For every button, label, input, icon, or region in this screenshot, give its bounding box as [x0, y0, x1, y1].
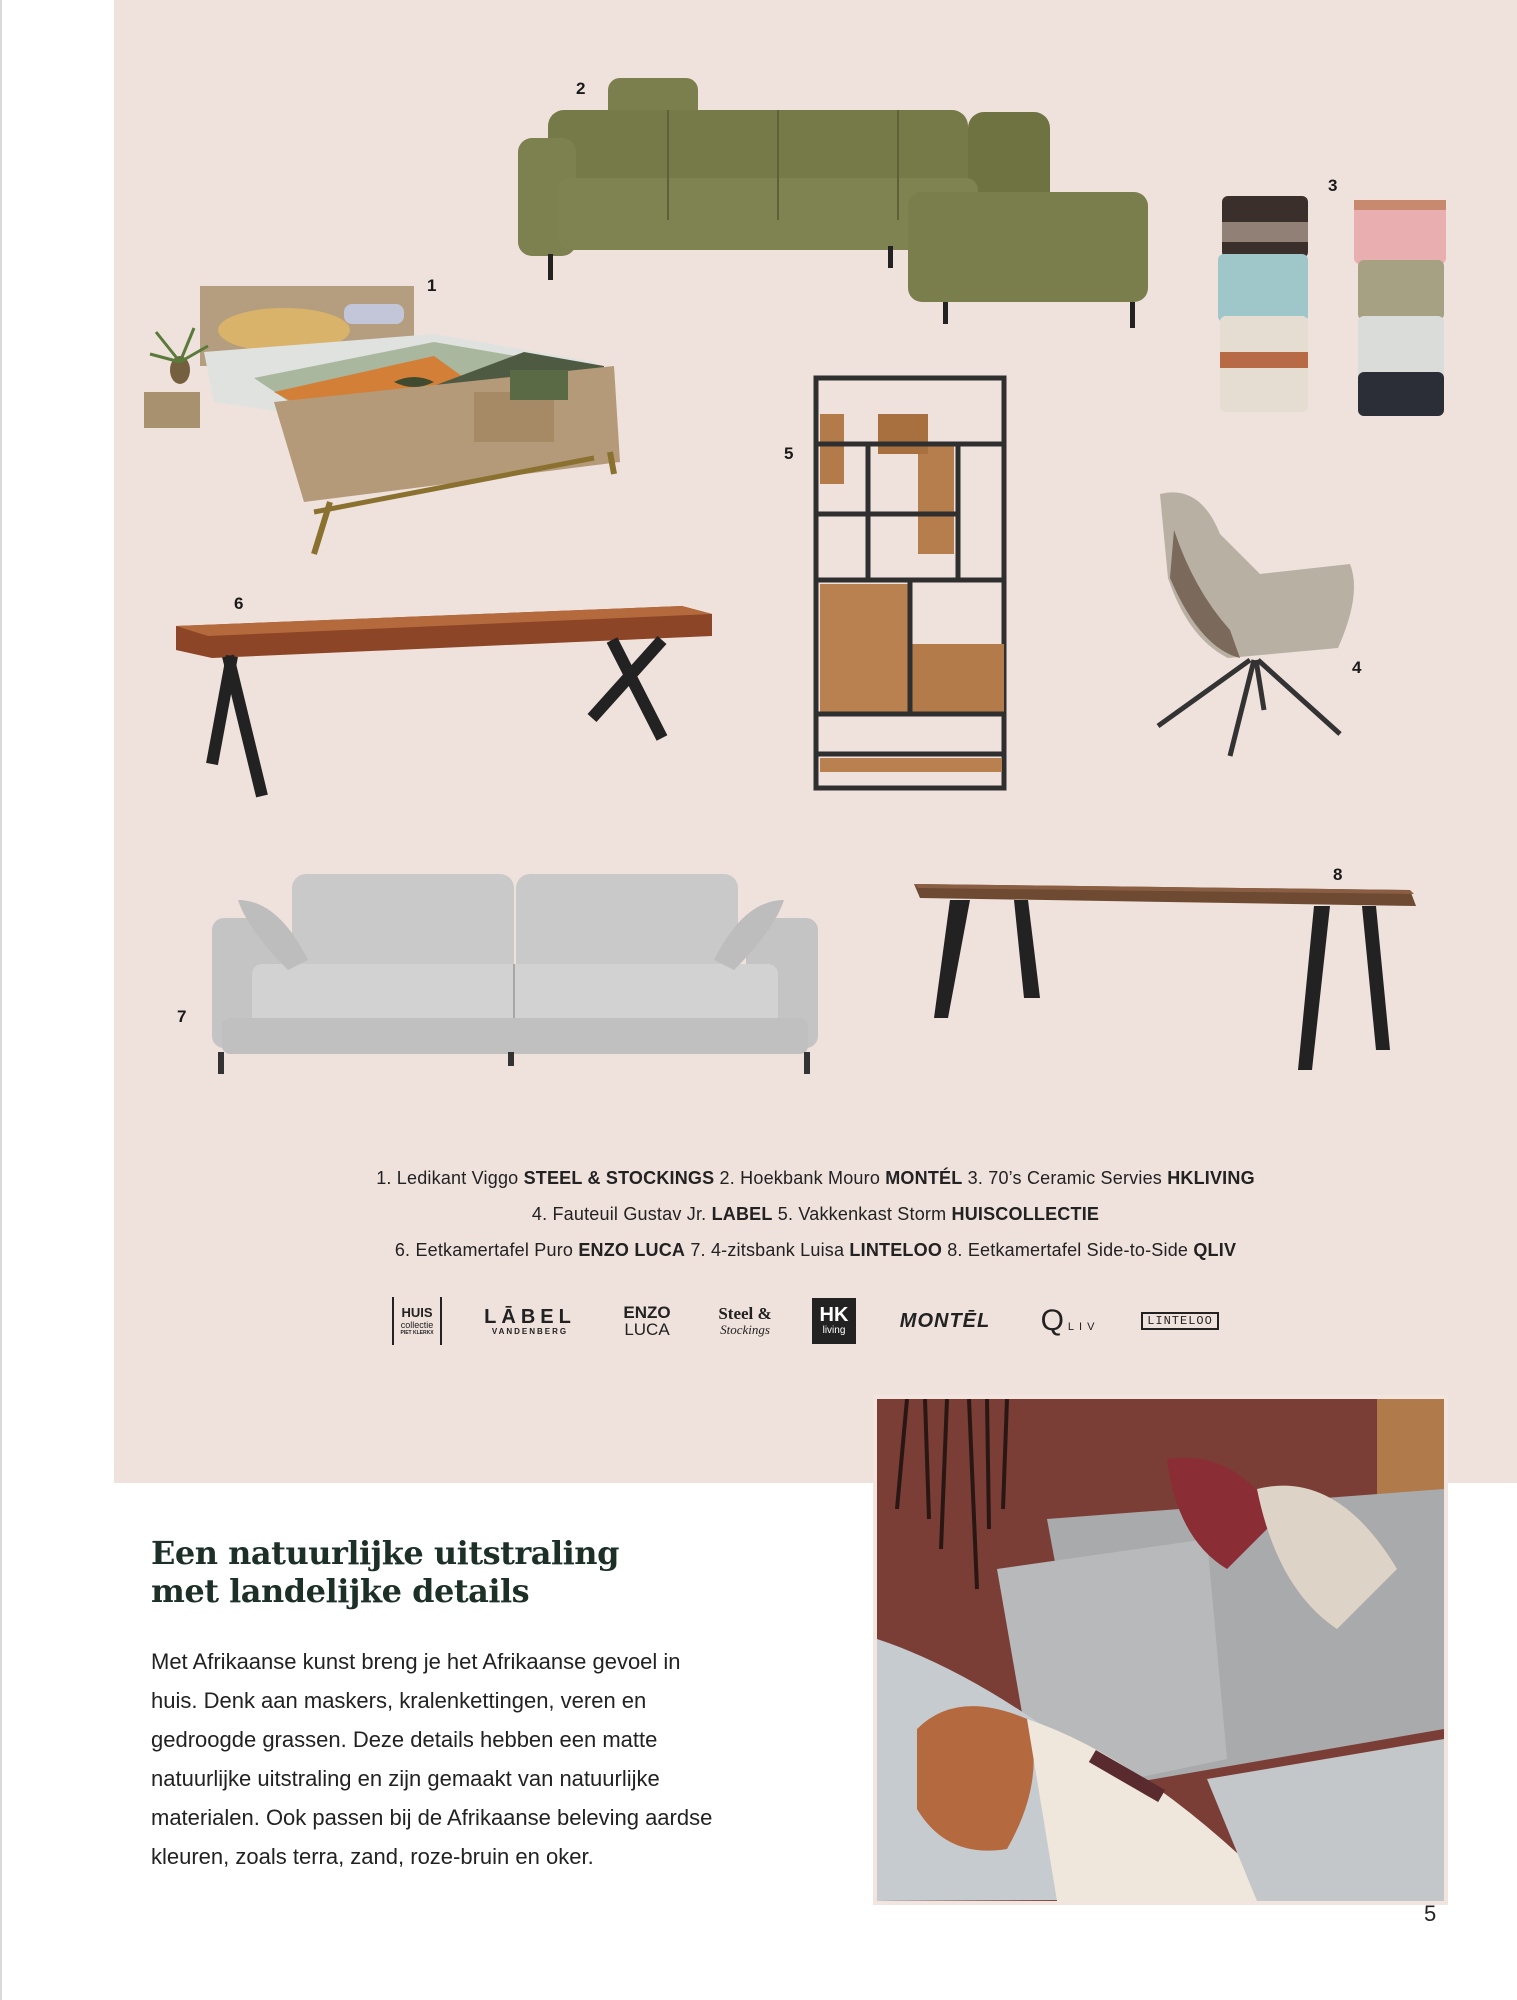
linteloo-logo — [1137, 1293, 1223, 1349]
huis-logo-main: HUIS — [401, 1304, 433, 1320]
enzo-logo-main: ENZO — [623, 1303, 671, 1322]
caption-label: 3. 70’s Ceramic Servies — [962, 1168, 1168, 1188]
hk-logo-main: HK — [819, 1304, 849, 1326]
bed-image — [134, 282, 630, 558]
product-number-3: 3 — [1328, 176, 1338, 195]
caption-brand: LINTELOO — [849, 1240, 943, 1260]
product-number-5: 5 — [784, 444, 794, 463]
qliv-logo-main: Q — [1040, 1304, 1064, 1337]
product-number-4: 4 — [1352, 658, 1362, 677]
armchair-image — [1150, 490, 1368, 760]
product-number-7: 7 — [177, 1007, 187, 1026]
caption-brand: QLIV — [1193, 1240, 1237, 1260]
steel-logo-sub: Stockings — [720, 1322, 770, 1337]
dining-table-side-image — [910, 876, 1418, 1076]
caption-label: 7. 4-zitsbank Luisa — [685, 1240, 850, 1260]
montel-logo — [895, 1293, 995, 1349]
qliv-logo — [1025, 1293, 1115, 1349]
hk-logo-sub: living — [822, 1325, 846, 1336]
caption-brand: MONTÉL — [885, 1168, 963, 1188]
product-number-6: 6 — [234, 594, 244, 613]
caption-label: 8. Eetkamertafel Side-to-Side — [942, 1240, 1194, 1260]
brand-logo-row — [385, 1293, 1255, 1349]
product-number-2: 2 — [576, 79, 586, 98]
caption-label: 6. Eetkamertafel Puro — [394, 1240, 579, 1260]
huis-logo-sub: collectie — [400, 1319, 434, 1330]
caption-brand: LABEL — [711, 1204, 773, 1224]
page-edge-rule — [0, 0, 2, 2000]
caption-line-3 — [114, 1232, 1517, 1268]
enzo-logo-sub: LUCA — [624, 1320, 670, 1339]
caption-brand: HUISCOLLECTIE — [951, 1204, 1100, 1224]
ceramic-cups-image — [1212, 192, 1456, 422]
enzo-luca-logo — [617, 1293, 677, 1349]
caption-line-1 — [114, 1160, 1517, 1196]
caption-brand: STEEL & STOCKINGS — [523, 1168, 715, 1188]
label-logo-main: LĀBEL — [484, 1305, 576, 1328]
headline-line-2: met landelijke details — [151, 1572, 530, 1610]
huis-logo-tiny: PIET KLERKX — [400, 1329, 434, 1336]
caption-brand: HKLIVING — [1167, 1168, 1255, 1188]
label-vandenberg-logo — [485, 1293, 575, 1349]
hkliving-logo — [811, 1293, 857, 1349]
huiscollectie-logo — [389, 1293, 445, 1349]
linteloo-logo-main: LINTELOO — [1141, 1312, 1219, 1330]
caption-brand: ENZO LUCA — [578, 1240, 686, 1260]
caption-line-2 — [114, 1196, 1517, 1232]
interior-photo — [873, 1395, 1448, 1905]
montel-logo-main: MONTĒL — [899, 1309, 991, 1332]
article-body: Met Afrikaanse kunst breng je het Afrikaanse gevoel in huis. Denk aan maskers, kralenkettingen, veren en gedroogde grassen. Deze details hebben een matte natuurlijke uitstraling en zijn gemaakt van natuurlijke materialen. Ook passen bij de Afrikaanse beleving aardse kleuren, zoals terra, zand, roze-bruin en oker. — [151, 1649, 713, 1869]
product-captions — [114, 1160, 1517, 1268]
steel-logo-main: Steel & — [718, 1304, 772, 1323]
dining-table-puro-image — [172, 600, 716, 800]
product-number-8: 8 — [1333, 865, 1343, 884]
caption-label: 2. Hoekbank Mouro — [714, 1168, 886, 1188]
bookcase-image — [808, 374, 1014, 804]
article-headline — [151, 1534, 751, 1610]
steel-stockings-logo — [705, 1293, 785, 1349]
caption-label: 1. Ledikant Viggo — [376, 1168, 524, 1188]
caption-label: 5. Vakkenkast Storm — [772, 1204, 952, 1224]
page-number: 5 — [1424, 1901, 1437, 1926]
sofa-4-seat-image — [212, 868, 818, 1074]
caption-label: 4. Fauteuil Gustav Jr. — [531, 1204, 712, 1224]
headline-line-1: Een natuurlijke uitstraling — [151, 1534, 619, 1572]
label-logo-sub: VANDENBERG — [491, 1326, 569, 1336]
qliv-logo-sub: LIV — [1067, 1321, 1100, 1333]
product-number-1: 1 — [427, 276, 437, 295]
